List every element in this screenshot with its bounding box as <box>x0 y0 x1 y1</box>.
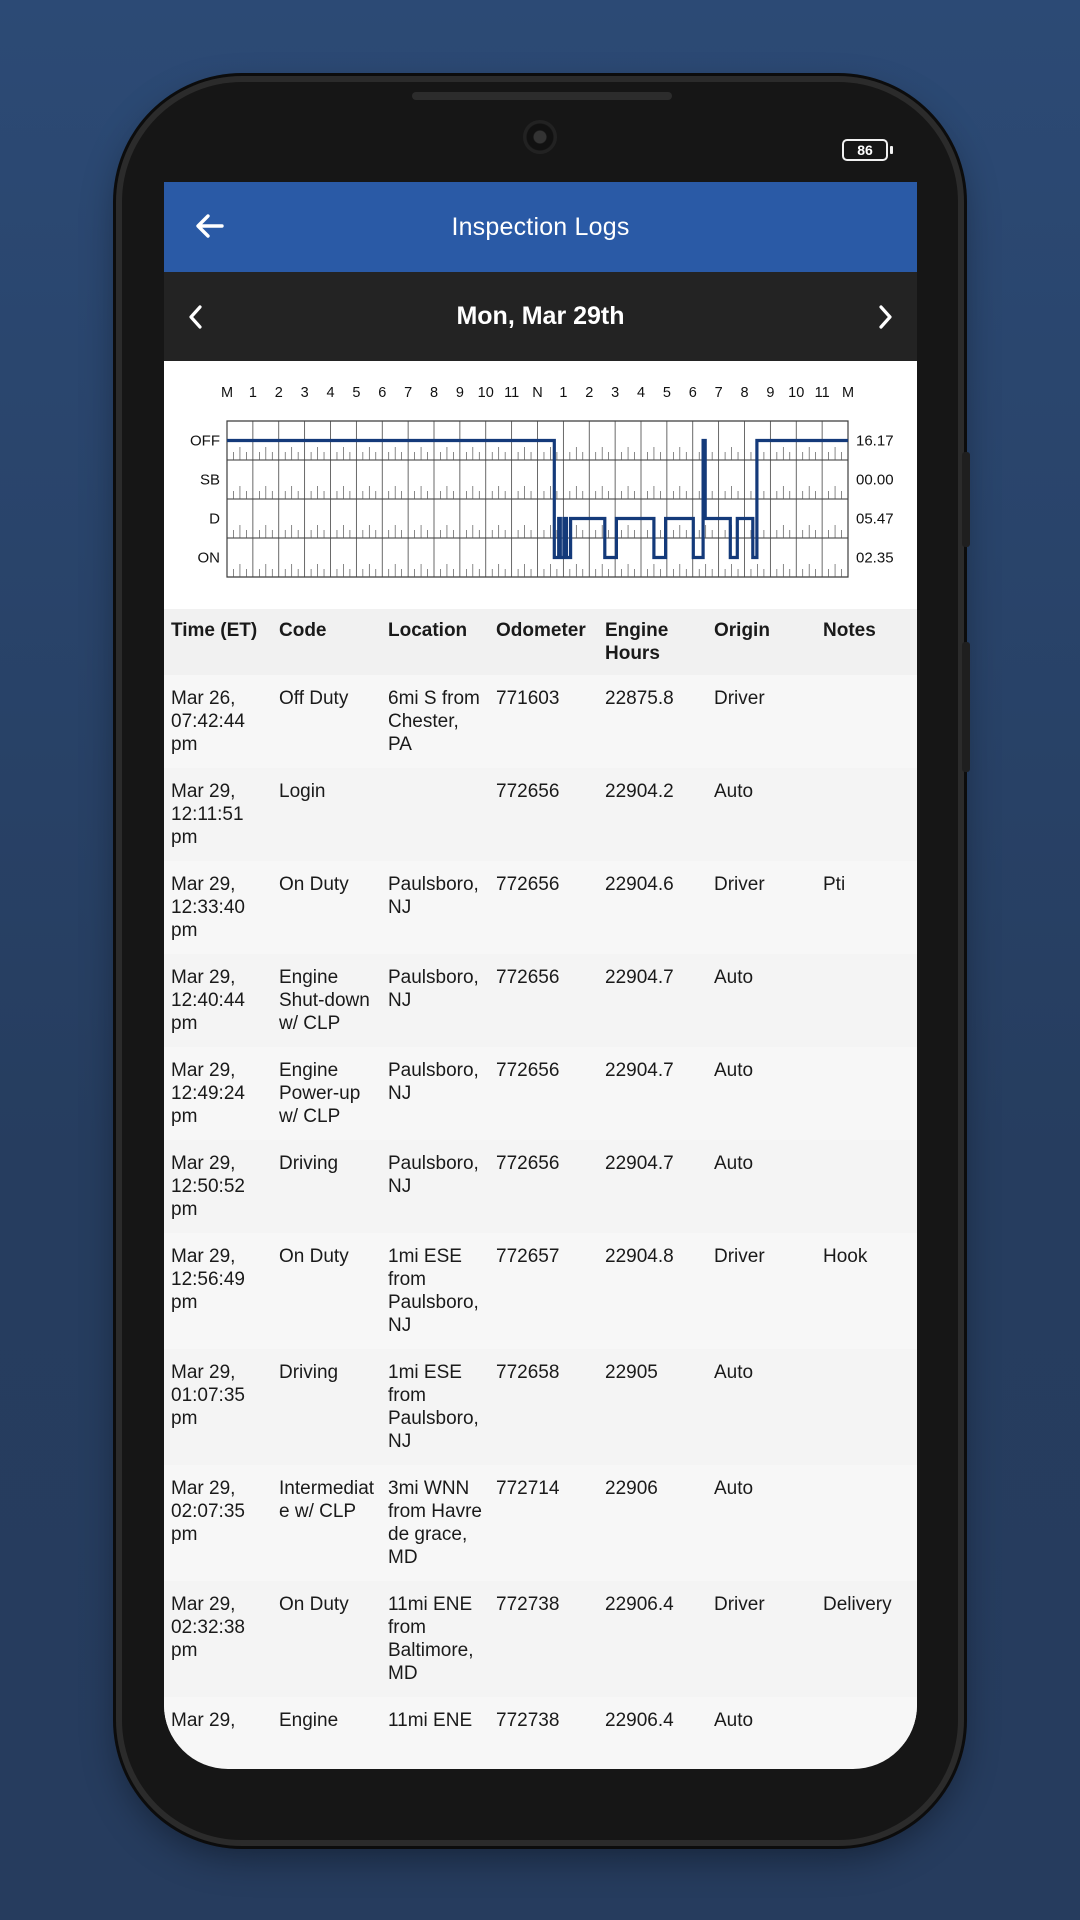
cell-engine-hours: 22904.8 <box>598 1233 707 1349</box>
graph-hour-label: 3 <box>300 385 309 401</box>
cell-code: Intermediate w/ CLP <box>272 1465 381 1581</box>
cell-location: Paulsboro, NJ <box>381 954 489 1047</box>
graph-hour-label: 6 <box>378 385 387 401</box>
cell-origin: Auto <box>707 1140 816 1233</box>
cell-location: 3mi WNN from Havre de grace, MD <box>381 1465 489 1581</box>
graph-hour-label: 1 <box>559 385 568 401</box>
cell-notes <box>816 954 917 1047</box>
cell-code: On Duty <box>272 1581 381 1697</box>
table-row <box>164 1233 917 1349</box>
page-title: Inspection Logs <box>451 212 630 241</box>
cell-time: Mar 29, 01:07:35 pm <box>164 1349 272 1465</box>
column-header-notes: Notes <box>816 609 917 675</box>
graph-total-hours: 02.35 <box>856 549 894 567</box>
table-row <box>164 861 917 954</box>
table-header <box>164 609 917 675</box>
cell-engine-hours: 22906.4 <box>598 1697 707 1744</box>
cell-origin: Auto <box>707 768 816 861</box>
cell-origin: Driver <box>707 1233 816 1349</box>
graph-status-label: D <box>209 510 220 528</box>
cell-time: Mar 29, 12:56:49 pm <box>164 1233 272 1349</box>
logs-table <box>164 609 917 1744</box>
column-header-origin: Origin <box>707 609 816 675</box>
cell-engine-hours: 22904.7 <box>598 1140 707 1233</box>
graph-hour-label: 3 <box>611 385 620 401</box>
back-arrow-icon[interactable] <box>192 208 228 244</box>
cell-engine-hours: 22904.2 <box>598 768 707 861</box>
graph-hour-label: 1 <box>248 385 257 401</box>
cell-location: 6mi S from Chester, PA <box>381 675 489 768</box>
cell-location: 1mi ESE from Paulsboro, NJ <box>381 1349 489 1465</box>
cell-origin: Auto <box>707 954 816 1047</box>
graph-hour-label: M <box>220 385 234 401</box>
graph-hour-label: 7 <box>714 385 723 401</box>
graph-hour-label: 9 <box>455 385 464 401</box>
front-camera <box>523 120 557 154</box>
cell-time: Mar 29, 12:50:52 pm <box>164 1140 272 1233</box>
graph-hour-label: 8 <box>740 385 749 401</box>
cell-time: Mar 29, 12:11:51 pm <box>164 768 272 861</box>
cell-origin: Auto <box>707 1349 816 1465</box>
graph-hour-label: 2 <box>274 385 283 401</box>
cell-odometer: 771603 <box>489 675 598 768</box>
cell-origin: Driver <box>707 675 816 768</box>
cell-engine-hours: 22904.6 <box>598 861 707 954</box>
cell-engine-hours: 22906.4 <box>598 1581 707 1697</box>
cell-engine-hours: 22904.7 <box>598 1047 707 1140</box>
graph-hour-label: M <box>841 385 855 401</box>
cell-code: Engine <box>272 1697 381 1744</box>
cell-notes <box>816 1349 917 1465</box>
cell-location: 11mi ENE from Baltimore, MD <box>381 1581 489 1697</box>
graph-total-hours: 05.47 <box>856 510 894 528</box>
cell-time: Mar 26, 07:42:44 pm <box>164 675 272 768</box>
cell-engine-hours: 22906 <box>598 1465 707 1581</box>
graph-hour-label: 11 <box>814 385 830 401</box>
graph-hour-label: 5 <box>662 385 671 401</box>
battery-indicator: 86 <box>842 139 888 161</box>
cell-time: Mar 29, <box>164 1697 272 1744</box>
cell-notes: Delivery <box>816 1581 917 1697</box>
cell-code: Engine Shut-down w/ CLP <box>272 954 381 1047</box>
cell-origin: Driver <box>707 1581 816 1697</box>
graph-hour-label: 5 <box>352 385 361 401</box>
cell-code: On Duty <box>272 1233 381 1349</box>
cell-engine-hours: 22905 <box>598 1349 707 1465</box>
cell-notes <box>816 675 917 768</box>
cell-origin: Auto <box>707 1047 816 1140</box>
cell-notes <box>816 768 917 861</box>
cell-odometer: 772738 <box>489 1581 598 1697</box>
cell-code: Engine Power-up w/ CLP <box>272 1047 381 1140</box>
table-row <box>164 1465 917 1581</box>
cell-engine-hours: 22904.7 <box>598 954 707 1047</box>
graph-hour-label: 8 <box>429 385 439 401</box>
graph-status-label: OFF <box>190 432 220 450</box>
cell-notes: Pti <box>816 861 917 954</box>
cell-engine-hours: 22875.8 <box>598 675 707 768</box>
cell-location: Paulsboro, NJ <box>381 1047 489 1140</box>
table-row <box>164 954 917 1047</box>
cell-code: Off Duty <box>272 675 381 768</box>
cell-code: Login <box>272 768 381 861</box>
cell-notes <box>816 1697 917 1744</box>
volume-button <box>962 452 970 547</box>
cell-time: Mar 29, 02:07:35 pm <box>164 1465 272 1581</box>
graph-hour-label: 10 <box>477 385 494 401</box>
cell-origin: Auto <box>707 1465 816 1581</box>
cell-odometer: 772656 <box>489 861 598 954</box>
cell-location: 11mi ENE <box>381 1697 489 1744</box>
cell-location: Paulsboro, NJ <box>381 1140 489 1233</box>
column-header-location: Location <box>381 609 489 675</box>
graph-total-hours: 00.00 <box>856 471 894 489</box>
cell-time: Mar 29, 12:40:44 pm <box>164 954 272 1047</box>
cell-time: Mar 29, 12:49:24 pm <box>164 1047 272 1140</box>
duty-status-graph <box>164 361 917 609</box>
duty-status-chart <box>164 361 917 609</box>
table-row <box>164 1349 917 1465</box>
graph-total-hours: 16.17 <box>856 432 894 450</box>
column-header-code: Code <box>272 609 381 675</box>
table-row <box>164 768 917 861</box>
table-row <box>164 1140 917 1233</box>
cell-odometer: 772656 <box>489 768 598 861</box>
graph-hour-label: 4 <box>326 385 335 401</box>
cell-notes: Hook <box>816 1233 917 1349</box>
graph-hour-label: 9 <box>766 385 775 401</box>
cell-location: Paulsboro, NJ <box>381 861 489 954</box>
graph-hour-label: 11 <box>504 385 520 401</box>
cell-time: Mar 29, 02:32:38 pm <box>164 1581 272 1697</box>
cell-origin: Auto <box>707 1697 816 1744</box>
column-header-engine-hours: Engine Hours <box>598 609 707 675</box>
graph-status-label: SB <box>199 471 220 489</box>
cell-odometer: 772657 <box>489 1233 598 1349</box>
table-row <box>164 1581 917 1697</box>
cell-code: Driving <box>272 1349 381 1465</box>
cell-odometer: 772738 <box>489 1697 598 1744</box>
cell-odometer: 772656 <box>489 1047 598 1140</box>
table-row <box>164 675 917 768</box>
cell-location <box>381 768 489 861</box>
cell-code: On Duty <box>272 861 381 954</box>
cell-notes <box>816 1465 917 1581</box>
cell-notes <box>816 1047 917 1140</box>
table-row <box>164 1047 917 1140</box>
power-button <box>962 642 970 772</box>
cell-origin: Driver <box>707 861 816 954</box>
table-row <box>164 1697 917 1744</box>
graph-hour-label: 4 <box>636 385 646 401</box>
cell-notes <box>816 1140 917 1233</box>
cell-odometer: 772714 <box>489 1465 598 1581</box>
graph-hour-label: 7 <box>404 385 413 401</box>
cell-location: 1mi ESE from Paulsboro, NJ <box>381 1233 489 1349</box>
cell-odometer: 772658 <box>489 1349 598 1465</box>
column-header-odometer: Odometer <box>489 609 598 675</box>
cell-odometer: 772656 <box>489 1140 598 1233</box>
current-date: Mon, Mar 29th <box>456 302 625 330</box>
cell-code: Driving <box>272 1140 381 1233</box>
chevron-right-icon[interactable] <box>871 302 899 332</box>
graph-hour-label: 10 <box>788 385 805 401</box>
graph-status-label: ON <box>197 549 220 567</box>
app-header <box>164 182 917 272</box>
cell-time: Mar 29, 12:33:40 pm <box>164 861 272 954</box>
graph-hour-label: 2 <box>585 385 594 401</box>
graph-hour-label: N <box>532 385 543 401</box>
graph-hour-label: 6 <box>688 385 697 401</box>
date-navigator <box>164 272 917 361</box>
column-header-time: Time (ET) <box>164 609 272 675</box>
chevron-left-icon[interactable] <box>182 302 210 332</box>
app-screen <box>164 182 917 1769</box>
cell-odometer: 772656 <box>489 954 598 1047</box>
